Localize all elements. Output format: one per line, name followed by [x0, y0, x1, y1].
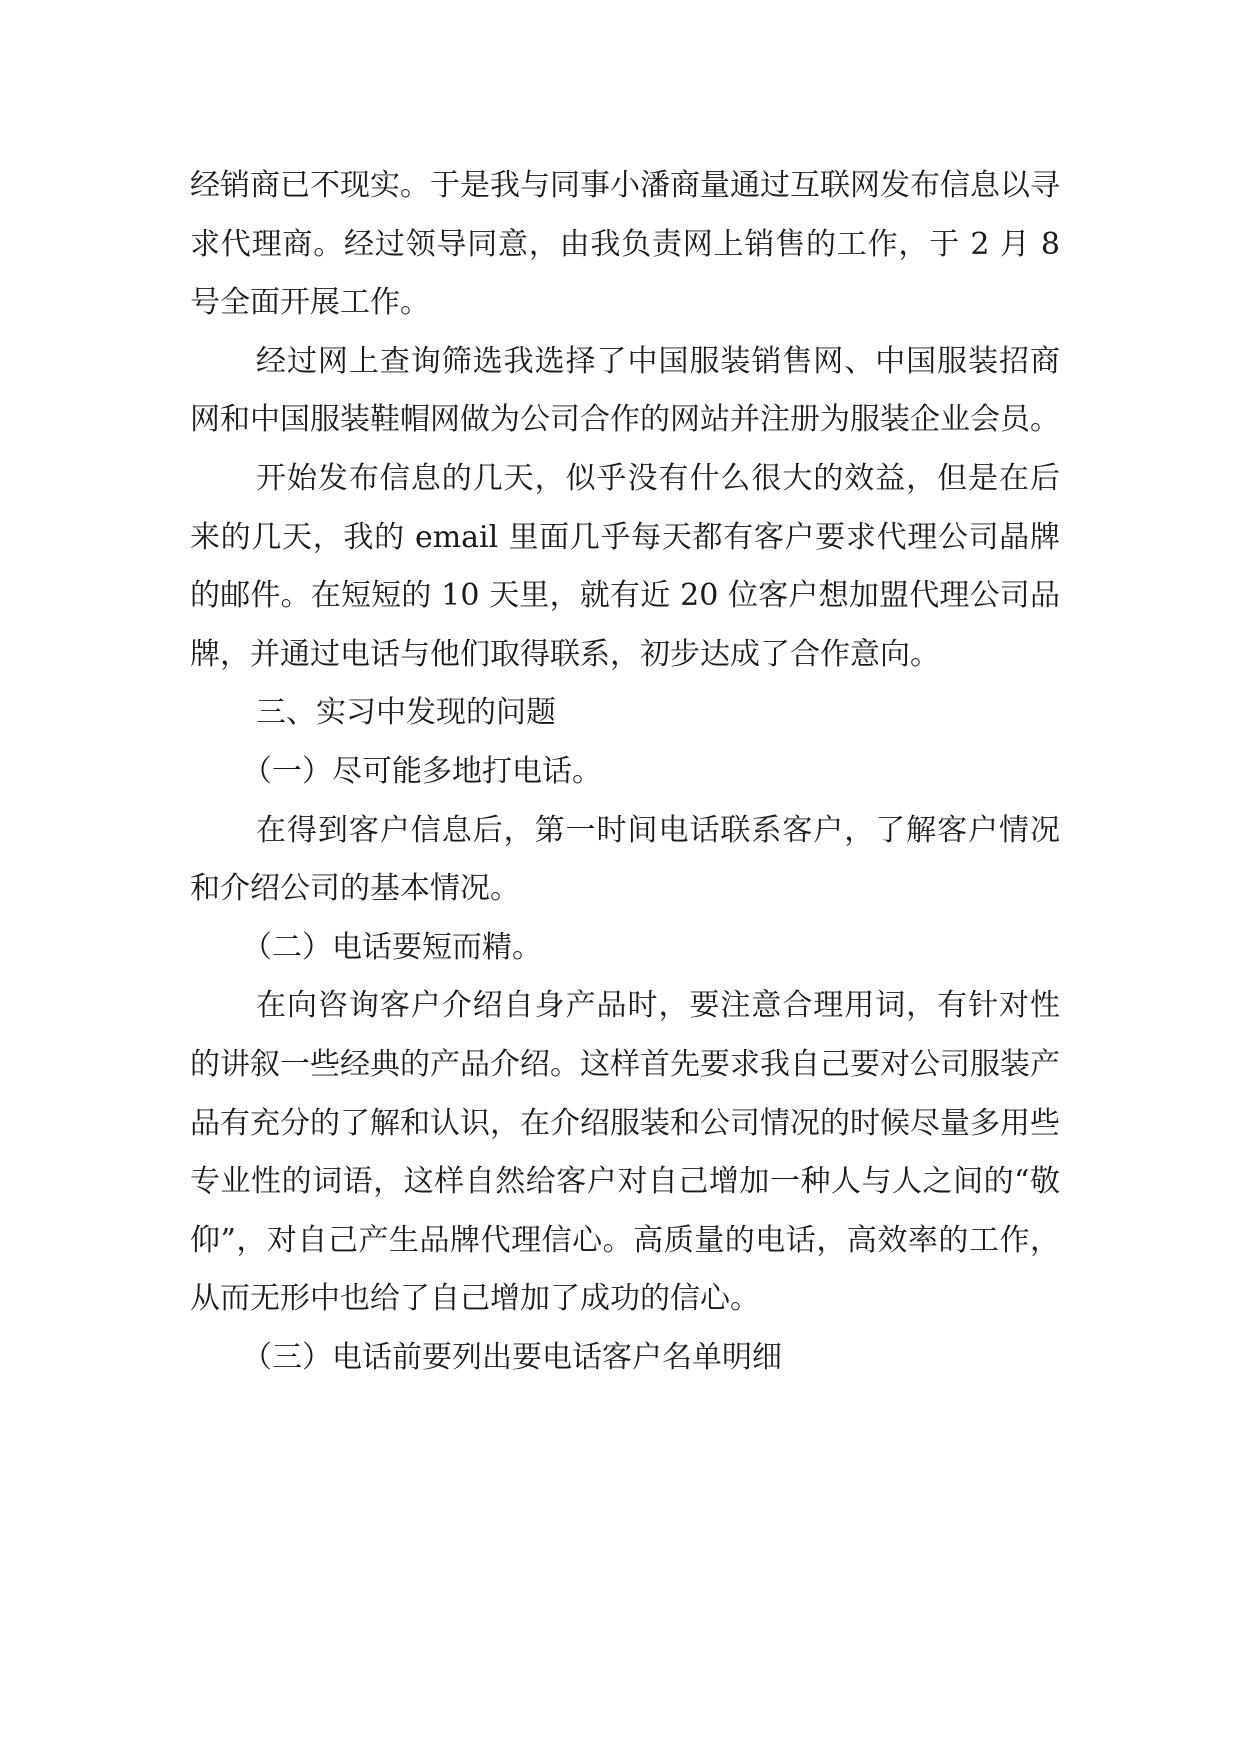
paragraph-early-results: 开始发布信息的几天，似乎没有什么很大的效益，但是在后来的几天，我的 email 里面几乎每天都有客户要求代理公司晶牌的邮件。在短短的 10 天里，就有近 20 位客户想加盟代理公司品牌，并通过电话与他们取得联系，初步达成了合作意向。 [190, 460, 1060, 672]
subheading-short-calls: （二）电话要短而精。 [242, 929, 542, 965]
subheading-call-list: （三）电话前要列出要电话客户名单明细 [242, 1339, 782, 1375]
paragraph-call-often: 在得到客户信息后，第一时间电话联系客户，了解客户情况和介绍公司的基本情况。 [190, 812, 1060, 907]
paragraph-website-selection: 经过网上查询筛选我选择了中国服装销售网、中国服装招商网和中国服装鞋帽网做为公司合作的网站并注册为服装企业会员。 [190, 343, 1060, 438]
section-heading-problems: 三、实习中发现的问题 [256, 695, 556, 731]
subheading-call-often: （一）尽可能多地打电话。 [242, 753, 602, 789]
paragraph-continuation: 经销商已不现实。于是我与同事小潘商量通过互联网发布信息以寻求代理商。经过领导同意，由我负责网上销售的工作，于 2 月 8 号全面开展工作。 [190, 168, 1060, 321]
paragraph-short-calls: 在向咨询客户介绍自身产品时，要注意合理用词，有针对性的讲叙一些经典的产品介绍。这样首先要求我自己要对公司服装产品有充分的了解和认识，在介绍服装和公司情况的时候尽量多用些专业性的词语，这样自然给客户对自己增加一种人与人之间的“敬仰”，对自己产生品牌代理信心。高质量的电话，高效率的工作，从而无形中也给了自己增加了成功的信心。 [190, 988, 1060, 1317]
document-body [190, 157, 1060, 1387]
